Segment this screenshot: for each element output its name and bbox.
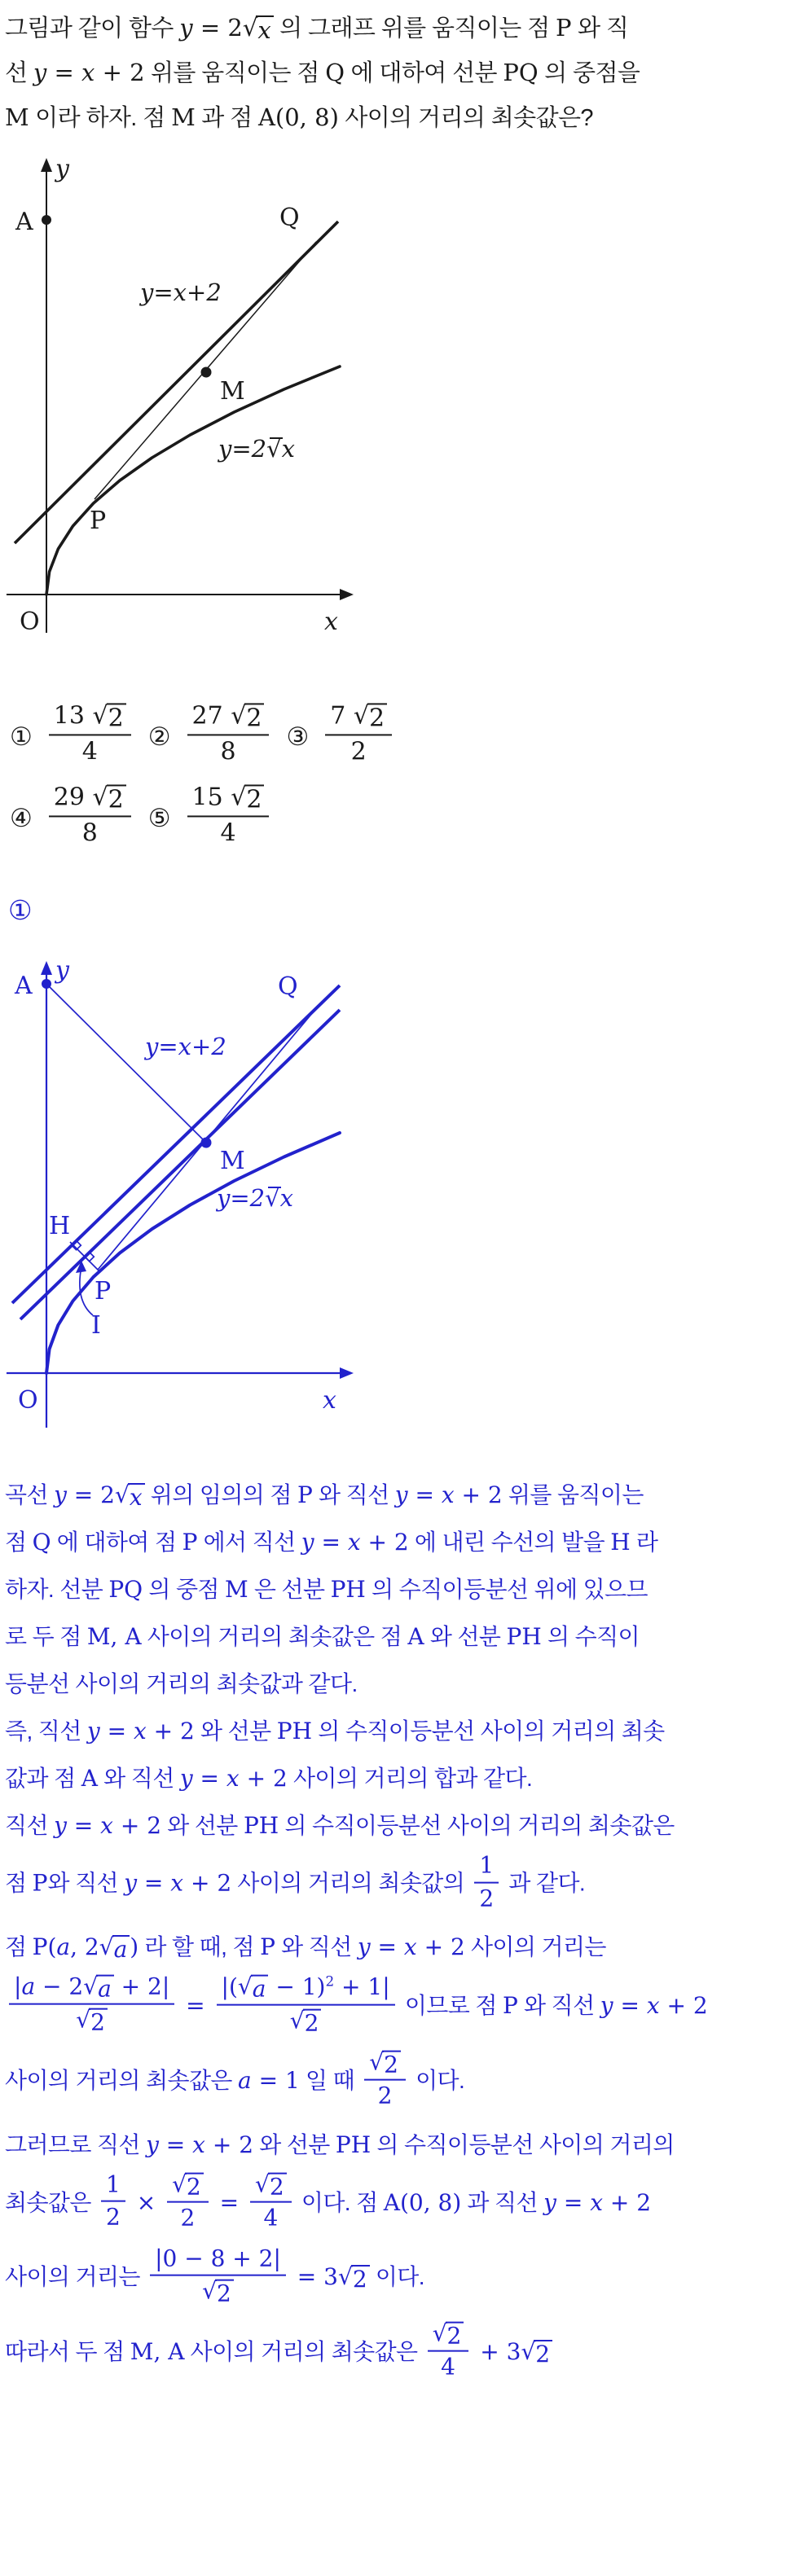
solution-line: 그러므로 직선 y = x + 2 와 선분 PH 의 수직이등분선 사이의 거리의: [5, 2131, 675, 2158]
solution-figure-wrap: [0, 947, 809, 1456]
line-y-x-plus-2: [15, 222, 338, 543]
choice-4-value: 29 √ 2 8: [45, 787, 135, 850]
choice-1-value: 13 √ 2 4: [45, 705, 135, 769]
solution-line: 사이의 거리의 최솟값은 a = 1 일 때 √ 2 2 이다.: [5, 2048, 465, 2109]
problem-line-3: M 이라 하자. 점 M 과 점 A(0, 8) 사이의 거리의 최솟값은?: [5, 103, 593, 132]
solution-line: |a − 2 √ a + 2| √ 2 = |( √ a − 1)$^2$ + 1| √ 2 이므로 점 P 와 직선 y = x + 2: [5, 1977, 806, 2038]
point-q-label: Q: [278, 972, 298, 1002]
x-axis-label: x: [323, 1386, 336, 1415]
y-axis-arrow-icon: [41, 961, 52, 975]
point-p-label: P: [90, 507, 107, 536]
y-axis-label: y: [55, 155, 69, 184]
point-m-label: M: [220, 377, 245, 406]
solution-line: 직선 y = x + 2 와 선분 PH 의 수직이등분선 사이의 거리의 최솟값은: [5, 1812, 675, 1840]
choices-row-1: [10, 701, 806, 769]
choice-2-number: ②: [147, 722, 171, 753]
solution-line: 따라서 두 점 M, A 사이의 거리의 최솟값은 √ 2 4 + 3 √ 2: [5, 2324, 806, 2384]
line-equation-label: y=x+2: [145, 1033, 226, 1061]
point-i-label: I: [91, 1311, 101, 1341]
choice-4-number: ④: [10, 804, 33, 834]
solution-line: 즉, 직선 y = x + 2 와 선분 PH 의 수직이등분선 사이의 거리의 최솟: [5, 1718, 665, 1745]
solution-line: 하자. 선분 PQ 의 중점 M 은 선분 PH 의 수직이등분선 위에 있으므: [5, 1576, 648, 1604]
problem-figure-wrap: [0, 144, 809, 678]
choice-4[interactable]: [10, 783, 135, 850]
x-axis-arrow-icon: [340, 1367, 354, 1379]
solution-line: 곡선 y = 2 √ x 위의 임의의 점 P 와 직선 y = x + 2 위를 움직이는: [5, 1481, 644, 1512]
choice-3-value: 7 √ 2 2: [321, 705, 396, 769]
choice-1-number: ①: [10, 722, 33, 753]
problem-line-2: 선 y = x + 2 위를 움직이는 점 Q 에 대하여 선분 PQ 의 중점을: [5, 59, 640, 87]
solution-line: 점 P와 직선 y = x + 2 사이의 거리의 최솟값의 $\frac{1}{2}$ 과 같다.: [5, 1852, 586, 1912]
point-a-label: A: [15, 208, 33, 237]
y-axis-arrow-icon: [41, 158, 52, 172]
point-h-label: H: [49, 1212, 71, 1241]
solution-line: 값과 점 A 와 직선 y = x + 2 사이의 거리의 합과 같다.: [5, 1765, 533, 1793]
choice-2-value: 27 √ 2 8: [183, 705, 274, 769]
problem-line-1: 그림과 같이 함수 y = 2 √ x 의 그래프 위를 움직이는 점 P 와 직: [5, 14, 629, 44]
point-a-dot: [42, 215, 51, 225]
line-equation-label: y=x+2: [140, 279, 222, 307]
solution-text: [0, 1456, 809, 2417]
choices-row-2: [10, 783, 806, 850]
curve-equation-label: y=2√x: [217, 1184, 293, 1213]
solution-line: 사이의 거리는 |0 − 8 + 2| √ 2 = 3 √ 2 이다.: [5, 2245, 424, 2307]
choice-1[interactable]: [10, 701, 135, 769]
choice-5-number: ⑤: [147, 804, 171, 834]
choice-2[interactable]: [147, 701, 274, 769]
point-q-label: Q: [279, 204, 300, 233]
solution-figure: [0, 947, 367, 1452]
problem-statement: [0, 0, 809, 133]
point-a-label: A: [15, 972, 33, 1001]
answer-number: ①: [8, 894, 33, 927]
point-p-label: P: [95, 1277, 112, 1306]
segment-am: [46, 984, 206, 1143]
choice-3[interactable]: [286, 701, 396, 769]
solution-line: 등분선 사이의 거리의 최솟값과 같다.: [5, 1671, 358, 1697]
point-m-dot: [201, 1138, 212, 1148]
choice-5[interactable]: [147, 783, 274, 850]
choice-3-number: ③: [286, 722, 310, 753]
x-axis-arrow-icon: [340, 589, 354, 600]
curve-y-2sqrtx: [46, 366, 340, 595]
solution-line: 로 두 점 M, A 사이의 거리의 최솟값은 점 A 와 선분 PH 의 수직이: [5, 1623, 640, 1651]
solution-line: 점 Q 에 대하여 점 P 에서 직선 y = x + 2 에 내린 수선의 발을 H 라: [5, 1529, 658, 1556]
answer-choices: [0, 678, 809, 850]
solution-line: 점 P(a, 2 √ a ) 라 할 때, 점 P 와 직선 y = x + 2 사이의 거리는: [5, 1933, 606, 1963]
y-axis-label: y: [55, 956, 69, 985]
point-m-dot: [201, 367, 212, 378]
point-a-dot: [42, 979, 51, 989]
origin-label: O: [18, 1386, 38, 1415]
origin-label: O: [20, 608, 40, 637]
choice-5-value: 15 √ 2 4: [183, 787, 274, 850]
curve-equation-label: y=2√x: [218, 435, 295, 463]
x-axis-label: x: [324, 608, 338, 637]
solution-line: 최솟값은 $\frac{1}{2}$ × √ 2 2 = √ 2 4 이다. 점 A(0, 8) 과 직선 y = x + 2: [5, 2170, 652, 2232]
point-m-label: M: [220, 1147, 245, 1176]
problem-figure: [0, 144, 367, 674]
